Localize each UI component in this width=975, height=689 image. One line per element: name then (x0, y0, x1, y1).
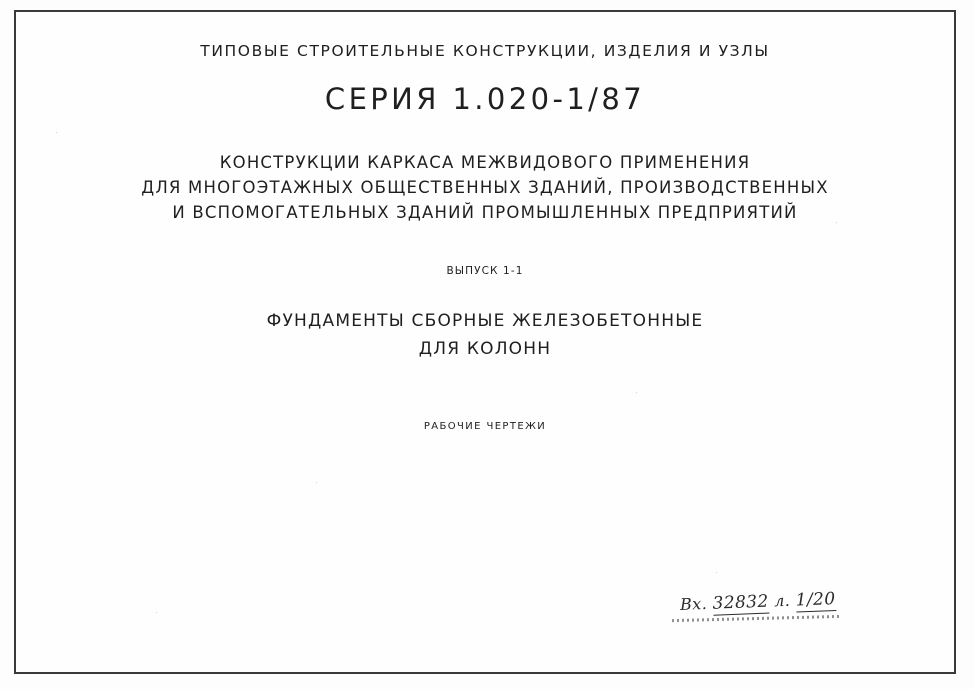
document-kind: РАБОЧИЕ ЧЕРТЕЖИ (423, 421, 547, 432)
document-superheading: ТИПОВЫЕ СТРОИТЕЛЬНЫЕ КОНСТРУКЦИИ, ИЗДЕЛИЯ И УЗЛЫ (200, 42, 770, 60)
stamp-middle: л. (774, 590, 792, 611)
section-title-line-1: ФУНДАМЕНТЫ СБОРНЫЕ ЖЕЛЕЗОБЕТОННЫЕ (266, 311, 704, 331)
stamp-number: 32832 (712, 591, 770, 614)
stamp-suffix: 1/20 (795, 589, 837, 611)
handwritten-stamp (680, 589, 836, 615)
subtitle-line-3: И ВСПОМОГАТЕЛЬНЫХ ЗДАНИЙ ПРОМЫШЛЕННЫХ ПРЕДПРИЯТИЙ (172, 203, 798, 222)
subtitle-line-1: КОНСТРУКЦИИ КАРКАСА МЕЖВИДОВОГО ПРИМЕНЕНИЯ (219, 153, 751, 172)
subtitle-line-2: ДЛЯ МНОГОЭТАЖНЫХ ОБЩЕСТВЕННЫХ ЗДАНИЙ, ПРОИЗВОДСТВЕННЫХ (141, 178, 829, 197)
subtitle-block (16, 150, 954, 225)
series-title: СЕРИЯ 1.020-1/87 (324, 82, 646, 116)
stamp-prefix: Вх. (680, 593, 708, 614)
title-block (16, 42, 954, 432)
section-title-block (16, 307, 954, 363)
section-title-line-2: ДЛЯ КОЛОНН (418, 339, 552, 359)
page-border-frame (14, 10, 956, 674)
stamp-underline (672, 615, 842, 622)
issue-number: ВЫПУСК 1-1 (446, 265, 524, 277)
